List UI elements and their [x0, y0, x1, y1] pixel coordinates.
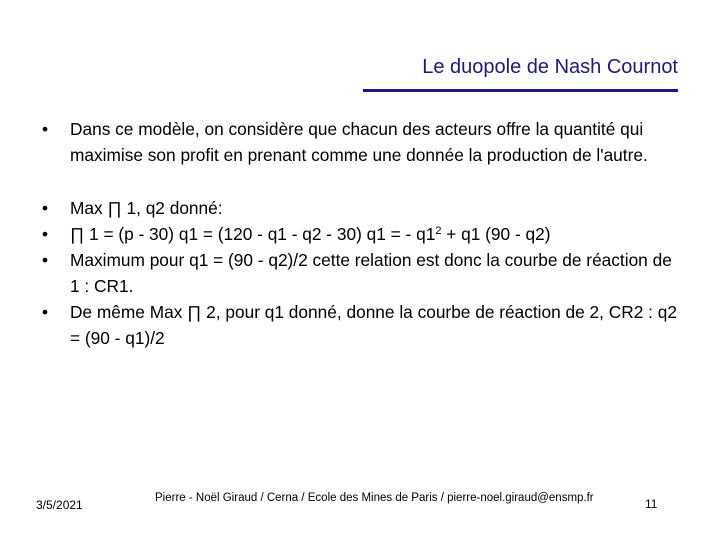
- footer-credit: Pierre - Noël Giraud / Cerna / Ecole des Mines de Paris / pierre-noel.giraud@ensmp.fr: [155, 492, 594, 504]
- exponent: 2: [435, 225, 442, 237]
- equation-text: ∏ 1 = (p - 30) q1 = (120 - q1 - q2 - 30) q1 = - q1: [70, 224, 436, 244]
- bullet-intro: [28, 116, 678, 168]
- bullet-dot: •: [42, 119, 49, 139]
- bullet-dot: •: [42, 250, 49, 270]
- bullet-list: [28, 116, 678, 351]
- bullet-dot: •: [42, 198, 49, 218]
- bullet-maximum-cr1: [28, 247, 678, 299]
- bullet-text: Maximum pour q1 = (90 - q2)/2 cette relation est donc la courbe de réaction de 1 : CR1.: [70, 250, 672, 296]
- equation-text-end: + q1 (90 - q2): [441, 224, 551, 244]
- title-underline: [363, 89, 678, 92]
- bullet-dot: •: [42, 224, 49, 244]
- bullet-cr2: [28, 299, 678, 351]
- page-number: 11: [645, 497, 658, 511]
- slide-title: Le duopole de Nash Cournot: [422, 56, 678, 78]
- bullet-text: Dans ce modèle, on considère que chacun des acteurs offre la quantité qui maximise son profit en prenant comme une donnée la production de l'autre.: [70, 119, 648, 165]
- bullet-max-profit-1: [28, 195, 678, 221]
- footer-date: 3/5/2021: [36, 498, 83, 512]
- bullet-profit-equation: [28, 221, 678, 247]
- bullet-text: De même Max ∏ 2, pour q1 donné, donne la courbe de réaction de 2, CR2 : q2 = (90 - q1)/2: [70, 302, 677, 348]
- bullet-dot: •: [42, 302, 49, 322]
- bullet-text: Max ∏ 1, q2 donné:: [70, 198, 223, 218]
